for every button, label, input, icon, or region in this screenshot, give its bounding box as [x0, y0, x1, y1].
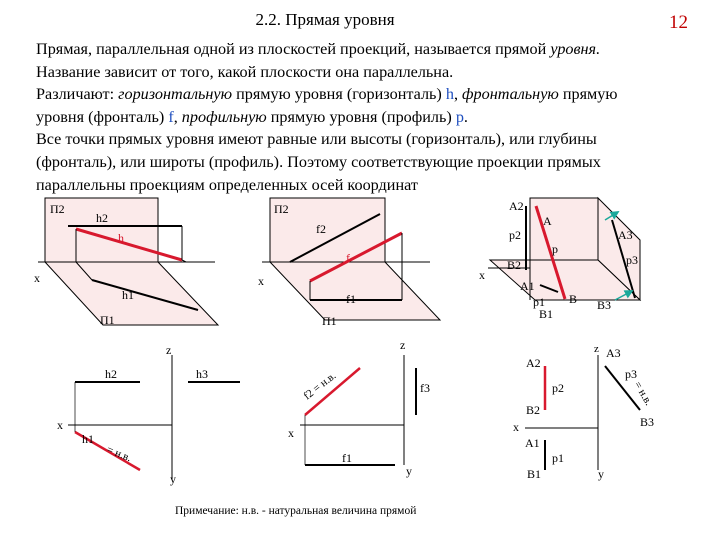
label-pi2-1: П2 — [50, 202, 65, 216]
label-x-1: x — [34, 271, 40, 285]
label-f1: f1 — [346, 292, 356, 306]
text-line-7: параллельны проекциям определенных осей координат — [36, 175, 418, 194]
epure-frontal — [300, 355, 416, 465]
label-x-2: x — [258, 274, 264, 288]
label-p1-epure: p1 — [552, 451, 564, 465]
text-line-5: Все точки прямых уровня имеют равные или высоты (горизонталь), или глубины — [36, 130, 597, 149]
text-segment: Различают: — [36, 85, 119, 104]
label-f: f — [346, 251, 350, 265]
label-b3-epure: B3 — [640, 415, 655, 429]
label-h1-epure: h1 — [82, 432, 94, 446]
label-h2-epure: h2 — [105, 367, 117, 381]
symbol-p: p — [455, 107, 464, 126]
frontal-plane-3 — [530, 198, 598, 260]
text-segment: прямую — [558, 85, 618, 104]
label-nv-1: = н.в. — [104, 443, 134, 465]
label-a: A — [543, 214, 552, 228]
term-horizontal: горизонтальную — [118, 85, 233, 104]
label-b1: B1 — [539, 307, 554, 321]
label-b2: B2 — [507, 258, 522, 272]
label-p3: p3 — [626, 253, 638, 267]
term-frontal: фронтальную — [462, 85, 559, 104]
text-segment: Прямая, параллельная одной из плоскостей проекций, называется прямой — [36, 40, 551, 58]
label-h1: h1 — [122, 288, 134, 302]
label-b: B — [569, 292, 578, 306]
term-level: уровня. — [550, 40, 601, 58]
slide-title: 2.2. Прямая уровня — [255, 10, 395, 29]
text-segment: прямую уровня (горизонталь) — [232, 85, 446, 104]
label-h2: h2 — [96, 211, 108, 225]
label-h3-epure: h3 — [196, 367, 208, 381]
text-segment: , — [173, 107, 182, 126]
label-a3: A3 — [618, 228, 633, 242]
label-y-6: y — [598, 467, 604, 481]
label-z-4: z — [166, 343, 172, 357]
label-a3-epure: A3 — [606, 346, 621, 360]
label-pi2-2: П2 — [274, 202, 289, 216]
label-x-5: x — [288, 426, 294, 440]
term-profile: профильную — [181, 107, 267, 126]
label-p1: p1 — [533, 295, 545, 309]
label-a2-epure: A2 — [526, 356, 541, 370]
label-p3-epure: p3 — [625, 367, 637, 381]
text-segment: прямую уровня (профиль) — [266, 107, 456, 126]
label-p: p — [552, 242, 558, 256]
label-p2-epure: p2 — [552, 381, 564, 395]
label-b1-epure: B1 — [527, 467, 542, 481]
label-h: h — [118, 231, 124, 245]
epure-horizontal — [68, 355, 240, 480]
diagram-horizontal-line — [38, 198, 218, 325]
text-line-6: (фронталь), или широты (профиль). Поэтому соответствующие проекции прямых — [36, 152, 601, 171]
footnote: Примечание: н.в. - натуральная величина прямой — [175, 505, 417, 517]
text-segment: уровня (фронталь) — [36, 107, 169, 126]
diagram-profile-line — [488, 198, 640, 300]
label-a1-epure: A1 — [525, 436, 540, 450]
label-f3-epure: f3 — [420, 381, 430, 395]
text-line-2: Название зависит от того, какой плоскости она параллельна. — [36, 62, 454, 81]
label-a1: A1 — [520, 279, 535, 293]
label-pi1-1: П1 — [100, 313, 115, 327]
label-b2-epure: B2 — [526, 403, 541, 417]
symbol-h: h — [445, 85, 454, 104]
label-x-4: x — [57, 418, 63, 432]
page-number: 12 — [669, 12, 688, 33]
label-f2: f2 — [316, 222, 326, 236]
label-pi1-2: П1 — [322, 314, 337, 328]
label-f1-epure: f1 — [342, 451, 352, 465]
label-z-5: z — [400, 338, 406, 352]
label-y-4: y — [170, 472, 176, 486]
label-b3: B3 — [597, 298, 612, 312]
label-z-6: z — [594, 343, 599, 355]
label-y-5: y — [406, 464, 412, 478]
label-x-3: x — [479, 268, 485, 282]
label-a2: A2 — [509, 199, 524, 213]
label-nv-3: = н.в. — [631, 379, 655, 408]
epure-profile — [525, 355, 640, 470]
label-x-6: x — [513, 420, 519, 434]
symbol-f: f — [168, 107, 174, 126]
label-p2: p2 — [509, 228, 521, 242]
horizontal-plane-2 — [270, 262, 440, 320]
text-segment: , — [453, 85, 463, 104]
text-segment: . — [463, 107, 468, 126]
label-nv-2: f2 = н.в. — [301, 369, 339, 403]
